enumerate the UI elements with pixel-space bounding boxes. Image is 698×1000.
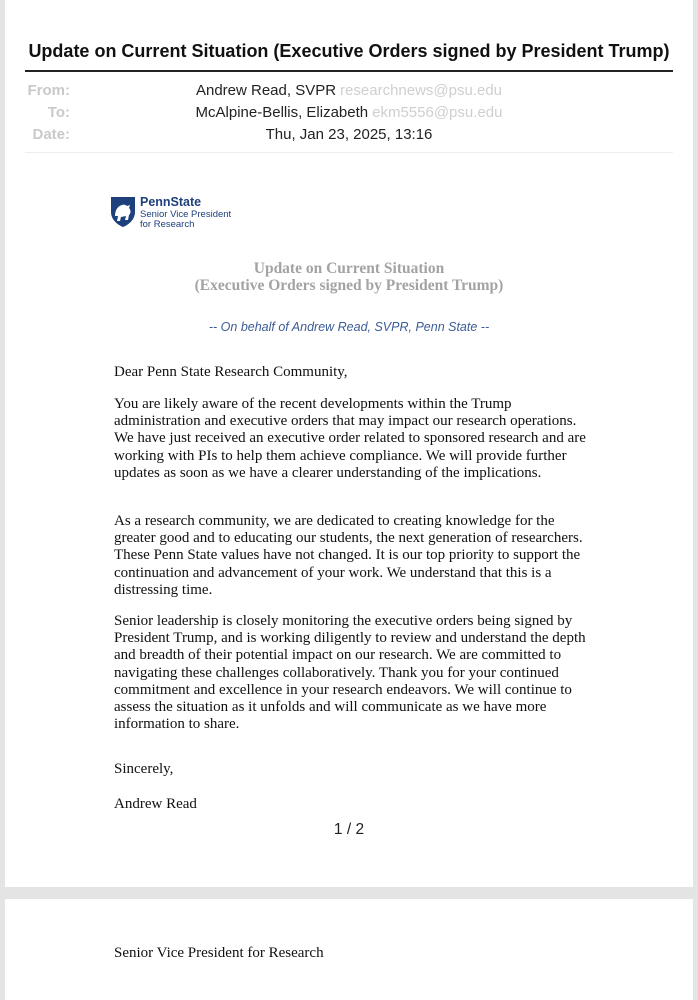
on-behalf-line: -- On behalf of Andrew Read, SVPR, Penn State -- (208, 320, 490, 334)
logo-line2: for Research (140, 219, 195, 230)
signature-title: Senior Vice President for Research (114, 945, 324, 961)
date-row (5, 126, 693, 146)
from-address[interactable]: researchnews@psu.edu (340, 82, 503, 99)
to-row (5, 104, 693, 124)
header-divider (25, 152, 673, 153)
date-label: Date: (32, 126, 70, 143)
pennstate-logo (109, 196, 249, 236)
from-row (5, 82, 693, 102)
logo-brand: PennState (140, 195, 202, 209)
pdf-page-2 (5, 899, 693, 1000)
paragraph-3: Senior leadership is closely monitoring the executive orders being signed by President Trump, and is working diligently to review and understand the depth and breadth of their potential impact on our research. We are committed to navigating these challenges collaboratively. Thank you for your continued commitment and excellence in your research endeavors. We will continue to assess the situation as it unfolds and will communicate as we have more information to share. (114, 613, 586, 733)
email-subject: Update on Current Situation (Executive Orders signed by President Trump) (28, 41, 670, 61)
page-indicator: 1 / 2 (333, 821, 365, 838)
signature-name: Andrew Read (114, 796, 197, 812)
logo-line1: Senior Vice President (140, 208, 232, 220)
from-label: From: (27, 82, 70, 99)
to-label: To: (47, 104, 70, 121)
message-title-line1: Update on Current Situation (253, 260, 445, 277)
message-title-line2: (Executive Orders signed by President Trump) (194, 277, 504, 294)
pennstate-shield-icon (109, 196, 137, 228)
paragraph-1: You are likely aware of the recent developments within the Trump administration and executive orders that may impact our research operations. We have just received an executive order related to sponsored research and are working with PIs to help them achieve compliance. We will provide further updates as soon as we have a clearer understanding of the implications. (114, 396, 586, 481)
message-title (5, 260, 693, 294)
paragraph-2: As a research community, we are dedicated to creating knowledge for the greater good and to educating our students, the next generation of researchers. These Penn State values have not changed. It is our top priority to support the continuation and advancement of your work. We understand that this is a distressing time. (114, 513, 583, 598)
to-name: McAlpine-Bellis, Elizabeth (195, 104, 369, 121)
pdf-page-1 (5, 0, 693, 887)
date-value: Thu, Jan 23, 2025, 13:16 (265, 126, 433, 143)
from-name: Andrew Read, SVPR (195, 82, 337, 99)
to-address[interactable]: ekm5556@psu.edu (372, 104, 503, 121)
greeting: Dear Penn State Research Community, (114, 364, 348, 380)
subject-divider (25, 70, 673, 72)
closing: Sincerely, (114, 761, 174, 777)
